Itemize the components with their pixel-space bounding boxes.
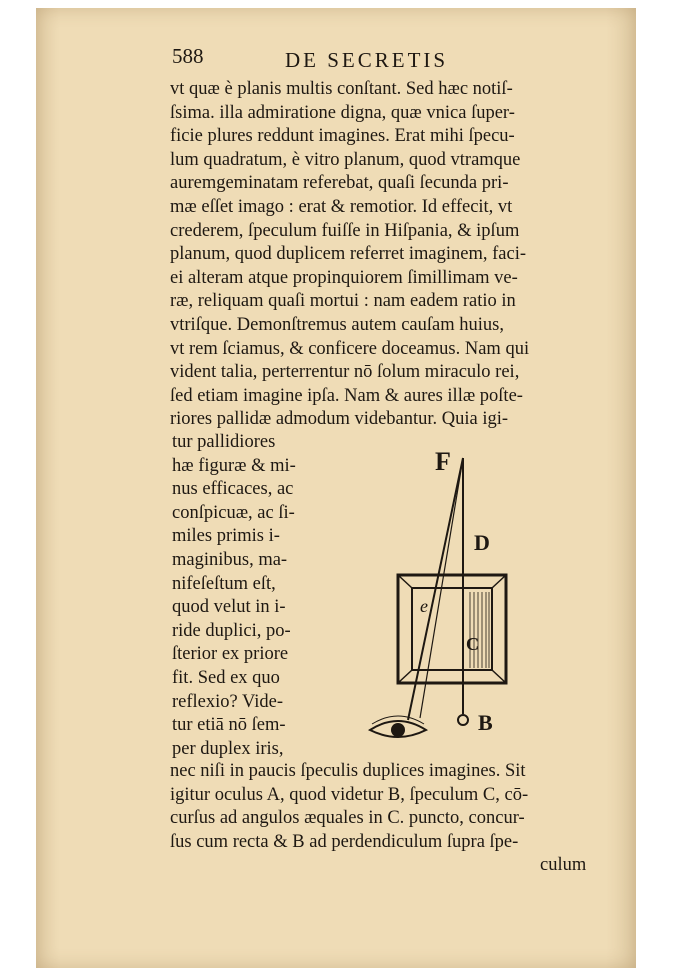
label-e: e (420, 596, 428, 616)
text-line: igitur oculus A, quod videtur B, ſpeculum C, cō- (170, 784, 529, 805)
label-d: D (474, 530, 490, 555)
text-line: tur etiā nō ſem- (172, 715, 286, 736)
text-line: vt quæ è planis multis conſtant. Sed hæc notiſ- (170, 79, 513, 99)
text-line: culum (540, 855, 587, 876)
text-line: ficie plures reddunt imagines. Erat mihi ſpecu- (170, 126, 515, 147)
text-line: miles primis i- (172, 526, 280, 547)
label-c: C (466, 634, 479, 654)
mirror-diagram (360, 440, 520, 760)
text-line: riores pallidæ admodum videbantur. Quia igi- (170, 409, 509, 430)
text-line: ſed etiam imagine ipſa. Nam & aures illæ poſte- (170, 385, 523, 406)
mirror-shading (470, 592, 489, 668)
text-line: lum quadratum, è vitro planum, quod vtramque (170, 149, 521, 170)
text-line: vtriſque. Demonſtremus autem cauſam huius, (170, 315, 504, 335)
text-line: per duplex iris, (172, 738, 284, 759)
text-line: nifeſeſtum eſt, (172, 573, 276, 594)
text-line: mæ eſſet imago : erat & remotior. Id effecit, vt (170, 197, 513, 217)
text-line: planum, quod duplicem referret imaginem, faci- (170, 244, 526, 265)
text-line: vt rem ſciamus, & conficere doceamus. Nam qui (170, 338, 530, 359)
text-line: ſus cum recta & B ad perdendiculum ſupra ſpe- (170, 831, 519, 852)
text-line: crederem, ſpeculum fuiſſe in Hiſpania, & ipſum (170, 220, 520, 241)
mirror-frame-outer (398, 575, 506, 683)
running-title: DE SECRETIS (285, 48, 449, 72)
text-line: ride duplici, po- (172, 620, 291, 641)
text-line: ræ, reliquam quaſi mortui : nam eadem ratio in (170, 291, 516, 312)
text-line: conſpicuæ, ac ſi- (172, 502, 295, 523)
label-b: B (478, 710, 493, 735)
text-line: hæ figuræ & mi- (172, 455, 296, 476)
page-number: 588 (172, 44, 204, 68)
text-line: ſsima. illa admiratione digna, quæ vnica ſuper- (170, 102, 515, 123)
text-line: tur pallidiores (172, 432, 276, 452)
point-b-marker (458, 715, 468, 725)
text-line: ſterior ex priore (172, 644, 289, 665)
text-line: ei alteram atque propinquiorem ſimillimam ve- (170, 267, 518, 288)
text-line: maginibus, ma- (172, 550, 288, 570)
text-line: quod velut in i- (172, 597, 286, 618)
text-line: nec niſi in paucis ſpeculis duplices imagines. Sit (170, 761, 526, 781)
label-f: F (435, 447, 451, 476)
eye-icon (370, 716, 426, 737)
text-line: fit. Sed ex quo (172, 668, 280, 688)
text-line: auremgeminatam referebat, quaſi ſecunda pri- (170, 173, 509, 194)
text-line: vident talia, perterrentur nō ſolum miraculo rei, (170, 362, 520, 383)
text-line: nus efficaces, ac (172, 479, 294, 500)
text-line: curſus ad angulos æquales in C. puncto, concur- (170, 808, 525, 829)
text-line: reflexio? Vide- (172, 691, 284, 712)
